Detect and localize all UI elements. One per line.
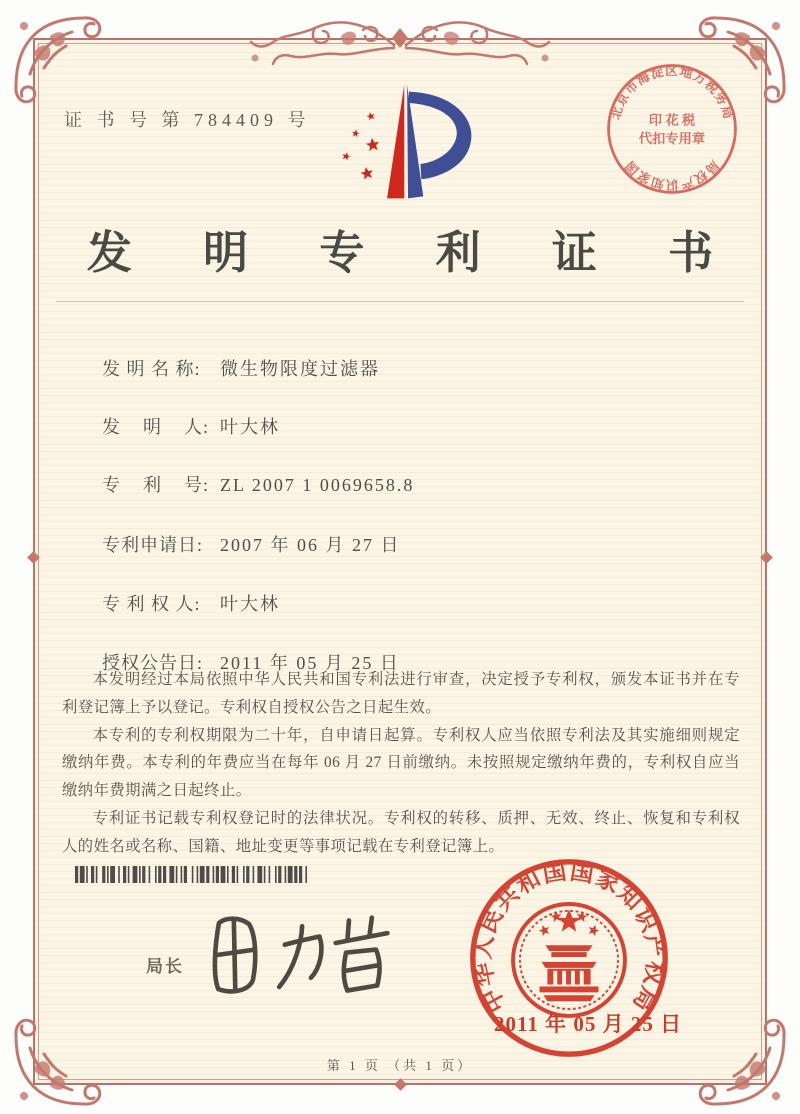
field-value: 2011 年 05 月 25 日 xyxy=(220,653,400,673)
page-number: 第 1 页 （共 1 页） xyxy=(326,1058,474,1073)
field-value: ZL 2007 1 0069658.8 xyxy=(220,475,415,495)
office-seal-ring-text: 中华人民共和国国家知识产权局 xyxy=(469,858,669,1017)
field-application-date xyxy=(84,510,401,578)
seal-date: 2011 年 05 月 25 日 xyxy=(494,1012,683,1036)
field-label: 发 明 名 称: xyxy=(102,359,201,379)
field-label: 发 明 人: xyxy=(102,417,210,437)
tax-stamp-seal xyxy=(601,58,743,200)
top-center-flourish-icon xyxy=(245,4,555,70)
title-divider xyxy=(56,301,744,302)
director-label: 局长 xyxy=(146,957,184,976)
tax-seal-top-text: 北京市海淀区地方税务局 xyxy=(608,63,736,122)
sipo-logo-icon xyxy=(328,80,490,208)
svg-text:中华人民共和国国家知识产权局 xyxy=(469,858,671,1017)
corner-flourish-top-left xyxy=(10,12,102,104)
national-emblem-icon xyxy=(513,904,625,1016)
field-label: 专 利 权 人: xyxy=(102,594,201,614)
director-signature-icon xyxy=(190,898,422,1006)
tax-seal-center-line1: 印 花 税 xyxy=(648,112,696,128)
barcode xyxy=(75,866,333,883)
field-label: 专 利 号: xyxy=(102,475,210,495)
field-value: 叶大林 xyxy=(220,594,280,614)
legal-paragraph-1: 本发明经过本局依照中华人民共和国专利法进行审查，决定授予专利权，颁发本证书并在专利登记簿上予以登记。专利权自授权公告之日起生效。 xyxy=(62,671,740,716)
field-value: 微生物限度过滤器 xyxy=(220,359,380,379)
field-value: 2007 年 06 月 27 日 xyxy=(220,535,401,555)
certificate-title: 发 明 专 利 证 书 xyxy=(86,228,744,278)
field-label: 授权公告日: xyxy=(102,653,204,673)
legal-paragraph-2: 本专利的专利权期限为二十年，自申请日起算。专利权人应当依照专利法及其实施细则规定缴纳年费。本专利的年费应当在每年 06 月 27 日前缴纳。未按照规定缴纳年费的，专利权自应当缴纳年费期满之日起终止。 xyxy=(62,726,740,800)
legal-text-block xyxy=(62,666,740,861)
certificate-number: 证 书 号 第 784409 号 xyxy=(64,110,311,130)
field-label: 专利申请日: xyxy=(102,535,204,555)
field-value: 叶大林 xyxy=(220,417,280,437)
svg-text:局权产识知家国 xyxy=(622,158,721,193)
field-patent-number xyxy=(84,450,414,518)
tax-seal-bottom-text: 局权产识知家国 xyxy=(622,157,722,192)
tax-seal-center-line2: 代扣专用章 xyxy=(638,131,706,147)
legal-paragraph-3: 专利证书记载专利权登记时的法律状况。专利权的转移、质押、无效、终止、恢复和专利权人的姓名或名称、国籍、地址变更等事项记载在专利登记簿上。 xyxy=(62,810,740,855)
field-patentee xyxy=(84,569,280,637)
